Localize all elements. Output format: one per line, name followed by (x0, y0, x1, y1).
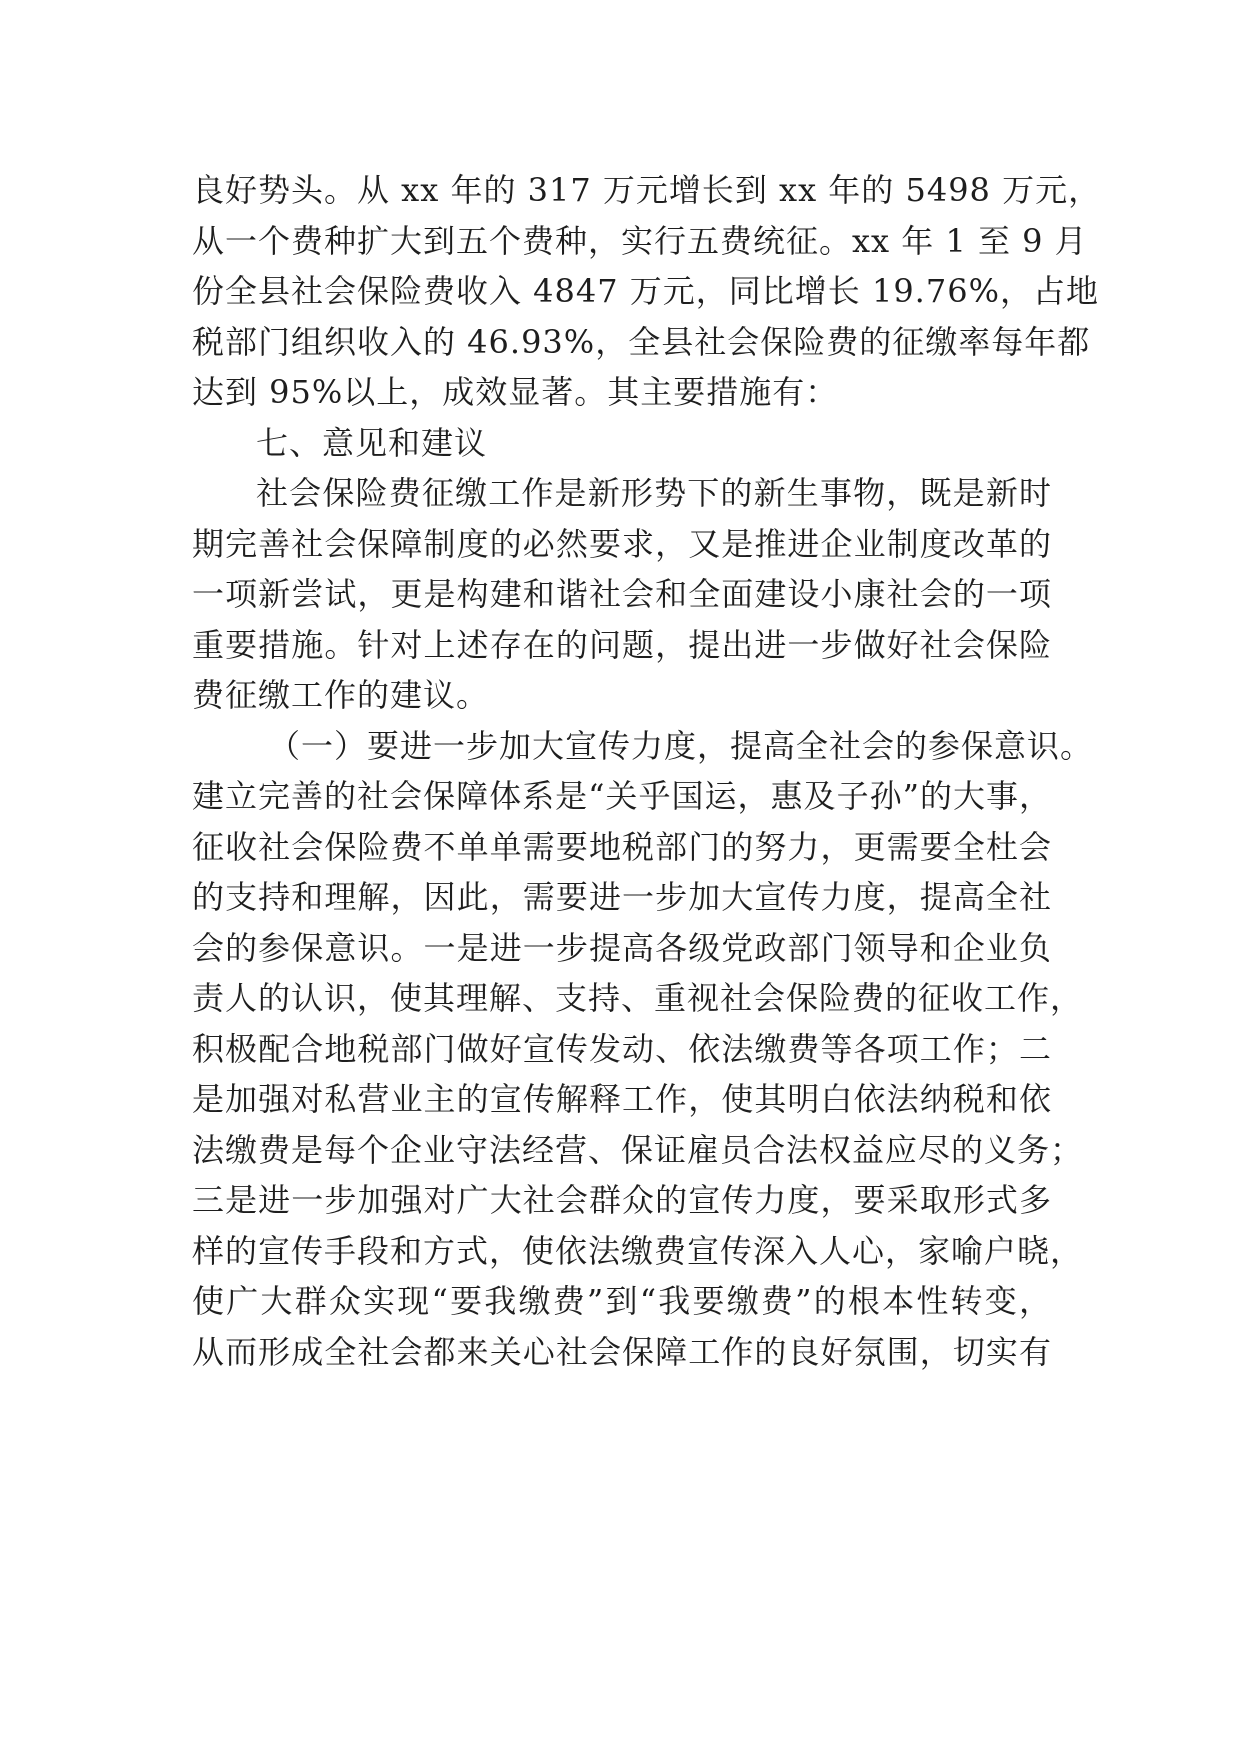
text-line: 会的参保意识。一是进一步提高各级党政部门领导和企业负 (192, 928, 1052, 967)
text-line: 三是进一步加强对广大社会群众的宣传力度，要采取形式多 (192, 1181, 1052, 1219)
text-line: 法缴费是每个企业守法经营、保证雇员合法权益应尽的义务； (192, 1130, 1084, 1169)
text-line: 期完善社会保障制度的必然要求，又是推进企业制度改革的 (192, 524, 1052, 563)
text-line: 积极配合地税部门做好宣传发动、依法缴费等各项工作；二 (192, 1029, 1052, 1068)
text-line: 使广大群众实现“要我缴费”到“我要缴费”的根本性转变， (192, 1282, 1052, 1320)
text-line: 良好势头。从 xx 年的 317 万元增长到 xx 年的 5498 万元， (192, 171, 1102, 209)
text-line: 达到 95%以上，成效显著。其主要措施有： (192, 373, 839, 411)
text-line: 样的宣传手段和方式，使依法缴费宣传深入人心，家喻户晓， (192, 1231, 1084, 1270)
text-line: 责人的认识，使其理解、支持、重视社会保险费的征收工作， (192, 979, 1084, 1017)
text-line: 从一个费种扩大到五个费种，实行五费统征。xx 年 1 至 9 月 (192, 221, 1088, 260)
text-line: 税部门组织收入的 46.93%，全县社会保险费的征缴率每年都 (192, 322, 1091, 361)
section-heading: 七、意见和建议 (256, 423, 488, 462)
subsection-heading: （一）要进一步加大宣传力度，提高全社会的参保意识。 (268, 726, 1094, 765)
text-line: 从而形成全社会都来关心社会保障工作的良好氛围，切实有 (192, 1332, 1052, 1371)
document-body (192, 165, 1102, 1377)
text-line: 一项新尝试，更是构建和谐社会和全面建设小康社会的一项 (192, 575, 1052, 613)
text-line: 份全县社会保险费收入 4847 万元，同比增长 19.76%，占地 (192, 272, 1099, 310)
text-line: 费征缴工作的建议。 (192, 676, 490, 714)
text-line: 的支持和理解，因此，需要进一步加大宣传力度，提高全社 (192, 878, 1052, 916)
text-line: 重要措施。针对上述存在的问题，提出进一步做好社会保险 (192, 625, 1052, 664)
text-line: 是加强对私营业主的宣传解释工作，使其明白依法纳税和依 (192, 1080, 1052, 1118)
paragraph-first-line: 社会保险费征缴工作是新形势下的新生事物，既是新时 (256, 474, 1052, 512)
text-line: 建立完善的社会保障体系是“关乎国运，惠及子孙”的大事， (192, 777, 1052, 815)
text-line: 征收社会保险费不单单需要地税部门的努力，更需要全杜会 (192, 827, 1052, 866)
